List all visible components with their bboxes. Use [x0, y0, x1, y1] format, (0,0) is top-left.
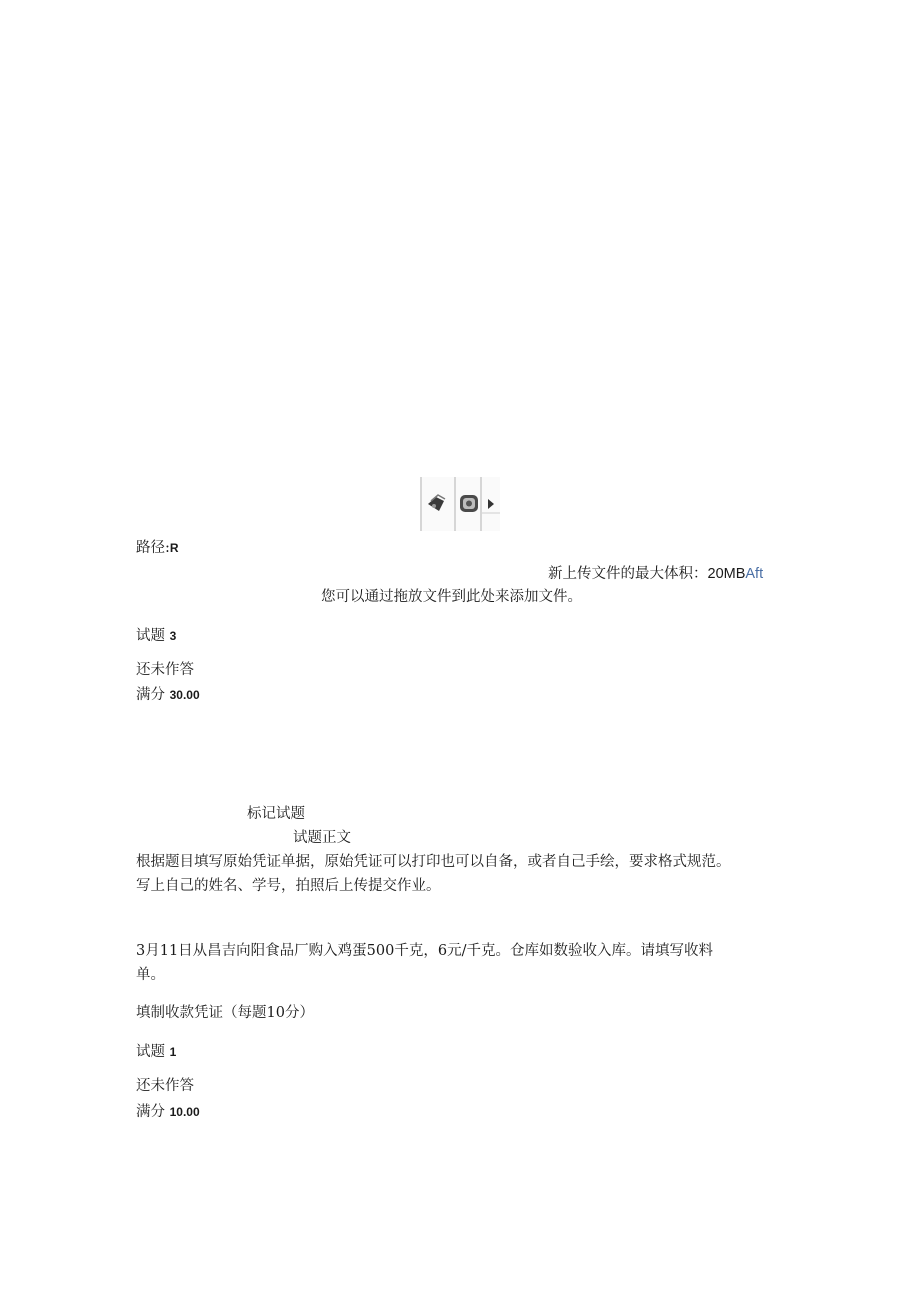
question-number: 3 [169, 629, 177, 643]
instruction-line-2: 写上自己的姓名、学号，拍照后上传提交作业。 [136, 878, 441, 894]
question-label: 试题 [136, 628, 165, 644]
path-line [136, 538, 179, 558]
score-label: 满分 [136, 1104, 165, 1120]
drop-hint[interactable]: 您可以通过拖放文件到此处来添加文件。 [321, 589, 582, 605]
score-value: 30.00 [169, 688, 200, 702]
question-3-score [136, 685, 200, 705]
next-button[interactable] [480, 477, 500, 531]
task-line-1: 3月11日从昌吉向阳食品厂购入鸡蛋500千克，6元/千克。仓库如数验收入库。请填写收料 [136, 943, 713, 959]
upload-link[interactable]: Aft [745, 566, 764, 582]
instruction-line-1: 根据题目填写原始凭证单据，原始凭证可以打印也可以自备，或者自己手绘，要求格式规范。 [136, 854, 731, 870]
arrow-right-icon [482, 477, 500, 531]
question-1-title [136, 1042, 176, 1062]
max-size-value: 20MB [707, 566, 746, 582]
file-icon [422, 477, 454, 531]
question-3-title [136, 626, 176, 646]
file-toolbar [420, 477, 498, 531]
question-label: 试题 [136, 1044, 165, 1060]
section-heading: 填制收款凭证（每题10分） [136, 1005, 314, 1021]
flag-question-link[interactable]: 标记试题 [247, 806, 305, 822]
task-line-2: 单。 [136, 967, 165, 983]
file-preview-icon [456, 477, 482, 531]
question-1-status: 还未作答 [136, 1078, 194, 1094]
file-button[interactable] [420, 477, 455, 531]
file-preview-button[interactable] [454, 477, 483, 531]
score-label: 满分 [136, 687, 165, 703]
question-1-score [136, 1102, 200, 1122]
max-size-label: 新上传文件的最大体积： [548, 566, 708, 582]
question-body-title: 试题正文 [293, 830, 351, 846]
max-upload-size [548, 564, 763, 584]
question-number: 1 [169, 1045, 177, 1059]
path-label: 路径: [136, 540, 170, 556]
question-3-status: 还未作答 [136, 662, 194, 678]
score-value: 10.00 [169, 1105, 200, 1119]
path-value: R [169, 541, 179, 555]
